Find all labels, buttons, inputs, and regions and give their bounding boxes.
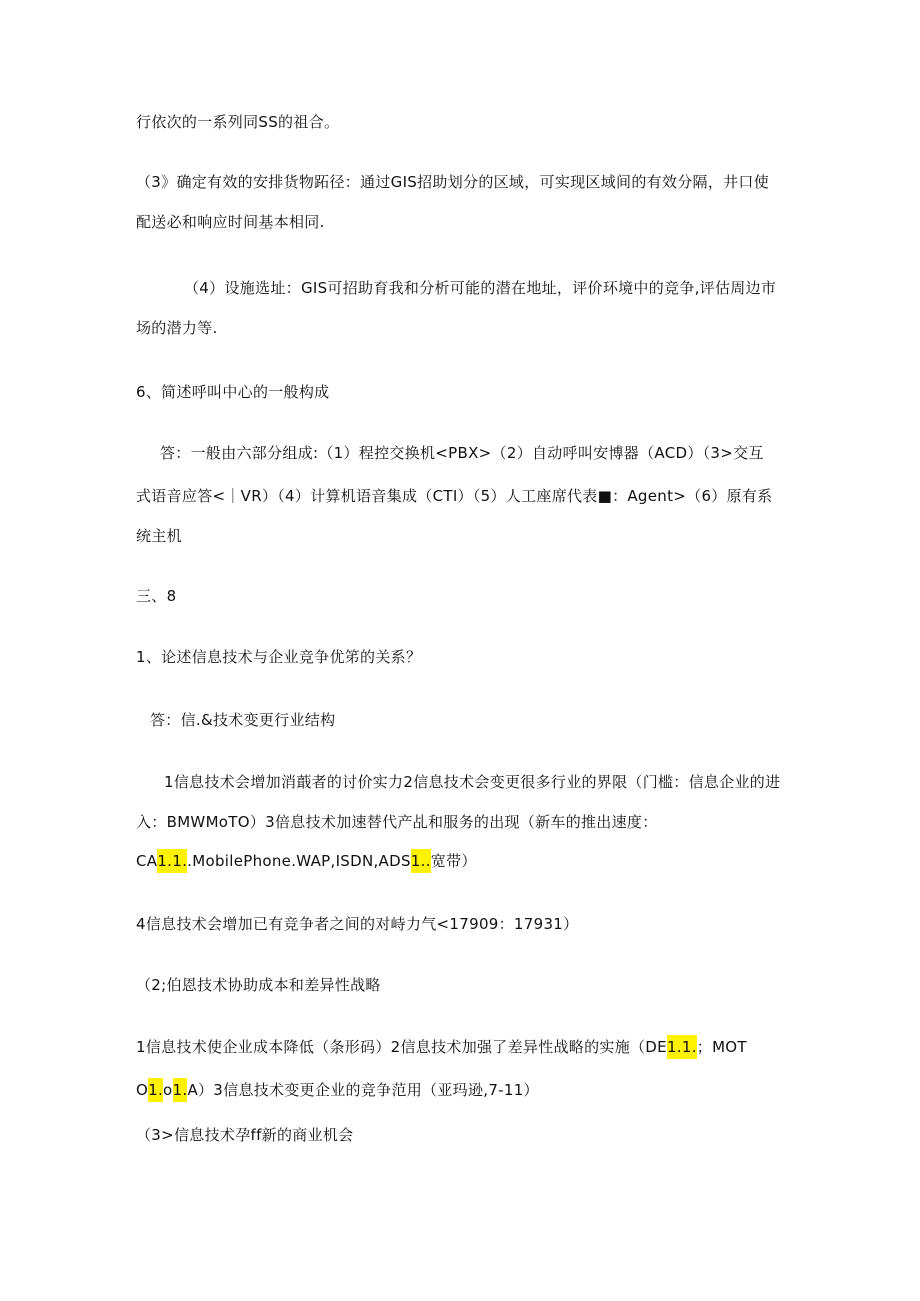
text-line-ca — [136, 850, 477, 872]
highlight-mark: 1.1. — [667, 1035, 697, 1059]
o-suffix-a: A — [187, 1081, 198, 1099]
text-line-answer-3: 统主机 — [136, 527, 182, 545]
de-suffix: ；MOT — [696, 1038, 747, 1056]
ca-prefix: CA — [136, 852, 158, 870]
answer-subheading-3: （3>信息技术孕ff新的商业机会 — [136, 1126, 354, 1144]
answer-subheading-2: （2;伯恩技术协助成本和差异性战略 — [136, 976, 381, 994]
section-heading-6: 6、简述呼叫中心的一般构成 — [136, 383, 330, 401]
text-line-point-5 — [136, 1036, 747, 1058]
text-line-4: （4）设施选址：GIS可招助育我和分析可能的潜在地址，评价环境中的竞争,评估周边市 — [184, 279, 777, 297]
text-line-3: 配送必和响应时间基本相同. — [136, 213, 325, 231]
text-line-point-6 — [136, 1079, 539, 1101]
text-line-point-2: 入：BMWMoTO）3倍息技术加速替代产乩和服务的出现（新车的推出速度： — [136, 813, 658, 831]
o-middle: o — [163, 1081, 173, 1099]
highlight-mark: 1.1. — [157, 849, 187, 873]
section-heading-three: 三、8 — [136, 587, 177, 605]
highlight-mark: 1.. — [411, 849, 431, 873]
text-line-answer-2: 式语音应答<｜VR）（4）计算机语音集成（CTI）（5）人工座席代表■：Agent>（6）原有系 — [136, 487, 773, 505]
text-line-5: 场的潜力等. — [136, 319, 218, 337]
answer-subheading-1: 答：信.&技术变更行业结构 — [150, 711, 336, 729]
highlight-mark: 1. — [173, 1078, 188, 1102]
highlight-mark: 1. — [148, 1078, 163, 1102]
de-prefix: DE — [645, 1038, 667, 1056]
ca-suffix: 宽带） — [430, 852, 477, 870]
point-5-text: 1信息技术使企业成本降低（条形码）2信息技术加强了差异性战略的实施（ — [136, 1038, 646, 1056]
point-6-text: ）3信息技术变更企业的竞争范用（亚玛逊,7-11） — [198, 1081, 539, 1099]
ca-middle: .MobilePhone.WAP,ISDN,ADS — [187, 852, 411, 870]
question-heading-1: 1、论述信息技术与企业竞争优笫的关系？ — [136, 648, 422, 666]
text-line-point-4: 4信息技术会增加已有竞争者之间的对峙力气<17909：17931） — [136, 915, 579, 933]
text-line-point-1: 1信息技术会增加消蕺者的讨价实力2信息技术会变更很多行业的界限（门槛：信息企业的进 — [164, 773, 781, 791]
text-line-2: （3》确定有效的安排货物跖径：通过GIS招助划分的区域，可实现区域间的有效分隔，井口使 — [136, 173, 770, 191]
text-line-1: 行依次的一系列同SS的祖合。 — [136, 113, 340, 131]
o-prefix: O — [136, 1081, 149, 1099]
text-line-answer-1: 答：一般由六部分组成:（1）程控交换机<PBX>（2）自动呼叫安博器（ACD）（3>交互 — [160, 444, 764, 462]
